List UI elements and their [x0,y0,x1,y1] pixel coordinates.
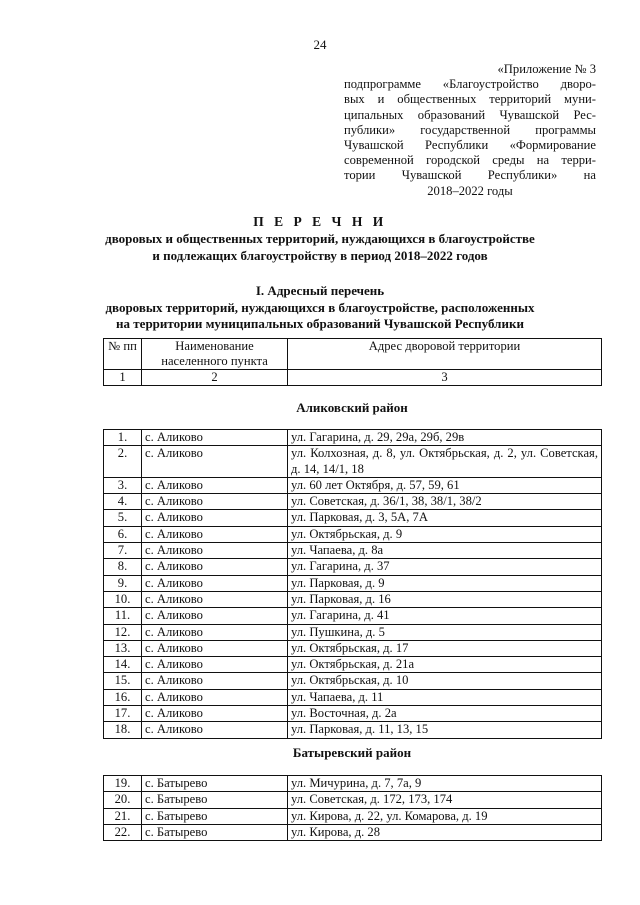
row-place: с. Батырево [142,792,288,808]
row-number: 6. [104,526,142,542]
row-address: ул. Октябрьская, д. 10 [288,673,602,689]
row-address: ул. Гагарина, д. 29, 29а, 29б, 29в [288,430,602,446]
table-row [104,792,602,808]
appendix-line: 2018–2022 годы [427,183,513,198]
header-address: Адрес дворовой территории [288,339,602,370]
row-address: ул. Кирова, д. 22, ул. Комарова, д. 19 [288,808,602,824]
table-row [104,673,602,689]
district-heading: Аликовский район [296,400,408,415]
row-number: 19. [104,776,142,792]
row-place: с. Аликово [142,722,288,738]
row-place: с. Аликово [142,608,288,624]
table-row [104,559,602,575]
row-place: с. Аликово [142,526,288,542]
appendix-line: Чувашской Республики «Формирование [344,138,596,153]
row-address: ул. Парковая, д. 16 [288,591,602,607]
appendix-line: «Приложение № 3 [497,62,596,76]
table-row [104,689,602,705]
table-row [104,608,602,624]
table-row [104,640,602,656]
appendix-line: ципальных образований Чувашской Рес- [344,107,596,122]
row-place: с. Аликово [142,559,288,575]
row-address: ул. Советская, д. 36/1, 38, 38/1, 38/2 [288,494,602,510]
row-address: ул. Октябрьская, д. 9 [288,526,602,542]
row-number: 12. [104,624,142,640]
row-address: ул. Колхозная, д. 8, ул. Октябрьская, д. 2, ул. Советская, д. 14, 14/1, 18 [288,446,602,478]
subtitle-line: дворовых и общественных территорий, нуждающихся в благоустройстве [105,231,535,246]
table-row [104,808,602,824]
table-row [104,706,602,722]
subtitle-line: и подлежащих благоустройству в период 2018–2022 годов [152,248,488,263]
row-number: 8. [104,559,142,575]
row-place: с. Аликово [142,624,288,640]
section-line: на территории муниципальных образований Чувашской Республики [116,316,524,331]
row-place: с. Батырево [142,776,288,792]
row-place: с. Аликово [142,673,288,689]
row-place: с. Аликово [142,591,288,607]
row-place: с. Батырево [142,824,288,840]
table-row [104,591,602,607]
row-address: ул. Восточная, д. 2а [288,706,602,722]
table-row [104,776,602,792]
document-subtitle [0,230,640,264]
row-number: 2. [104,446,142,478]
table-row [104,624,602,640]
row-address: ул. Октябрьская, д. 17 [288,640,602,656]
row-number: 13. [104,640,142,656]
row-number: 17. [104,706,142,722]
header-col-index: 3 [288,370,602,386]
header-col-index: 2 [142,370,288,386]
row-address: ул. Гагарина, д. 37 [288,559,602,575]
row-place: с. Аликово [142,706,288,722]
page-number: 24 [313,37,327,52]
row-place: с. Аликово [142,689,288,705]
row-number: 20. [104,792,142,808]
row-address: ул. Мичурина, д. 7, 7а, 9 [288,776,602,792]
row-place: с. Батырево [142,808,288,824]
table-row [104,575,602,591]
row-number: 16. [104,689,142,705]
row-place: с. Аликово [142,477,288,493]
row-address: ул. Гагарина, д. 41 [288,608,602,624]
row-address: ул. Кирова, д. 28 [288,824,602,840]
row-number: 9. [104,575,142,591]
row-place: с. Аликово [142,430,288,446]
row-place: с. Аликово [142,446,288,478]
district-table [103,775,602,841]
row-place: с. Аликово [142,640,288,656]
table-row [104,722,602,738]
row-address: ул. Чапаева, д. 8а [288,543,602,559]
section-heading [0,283,640,332]
table-row [104,543,602,559]
section-line: дворовых территорий, нуждающихся в благоустройстве, расположенных [105,300,535,315]
row-address: ул. Октябрьская, д. 21а [288,657,602,673]
row-address: ул. Парковая, д. 11, 13, 15 [288,722,602,738]
row-number: 4. [104,494,142,510]
table-row [104,446,602,478]
table-row [104,657,602,673]
row-number: 3. [104,477,142,493]
row-number: 7. [104,543,142,559]
row-number: 14. [104,657,142,673]
row-number: 21. [104,808,142,824]
row-address: ул. 60 лет Октября, д. 57, 59, 61 [288,477,602,493]
table-header [103,338,602,386]
row-number: 18. [104,722,142,738]
appendix-line: подпрограмме «Благоустройство дворо- [344,77,596,92]
row-number: 15. [104,673,142,689]
table-row [104,430,602,446]
table-body [104,430,602,739]
header-place: Наименование населенного пункта [142,339,288,370]
row-place: с. Аликово [142,510,288,526]
header-number: № пп [104,339,142,370]
table-row [104,510,602,526]
table-row [104,824,602,840]
row-place: с. Аликово [142,543,288,559]
row-address: ул. Советская, д. 172, 173, 174 [288,792,602,808]
row-address: ул. Пушкина, д. 5 [288,624,602,640]
appendix-line: публики» государственной программы [344,122,596,137]
appendix-line: тории Чувашской Республики» на [344,168,596,183]
row-address: ул. Парковая, д. 9 [288,575,602,591]
table-body [104,776,602,841]
district-heading: Батыревский район [292,745,412,760]
appendix-line: вых и общественных территорий муни- [344,92,596,107]
row-number: 11. [104,608,142,624]
row-address: ул. Парковая, д. 3, 5А, 7А [288,510,602,526]
row-place: с. Аликово [142,575,288,591]
header-col-index: 1 [104,370,142,386]
row-place: с. Аликово [142,657,288,673]
table-row [104,526,602,542]
row-number: 5. [104,510,142,526]
document-title: П Е Р Е Ч Н И [253,214,387,229]
appendix-line: современной городской среды на терри- [344,153,596,168]
row-address: ул. Чапаева, д. 11 [288,689,602,705]
appendix-note [344,62,596,199]
district-table [103,429,602,739]
table-row [104,477,602,493]
row-number: 10. [104,591,142,607]
row-number: 22. [104,824,142,840]
section-line: I. Адресный перечень [255,283,385,298]
row-number: 1. [104,430,142,446]
table-row [104,494,602,510]
row-place: с. Аликово [142,494,288,510]
